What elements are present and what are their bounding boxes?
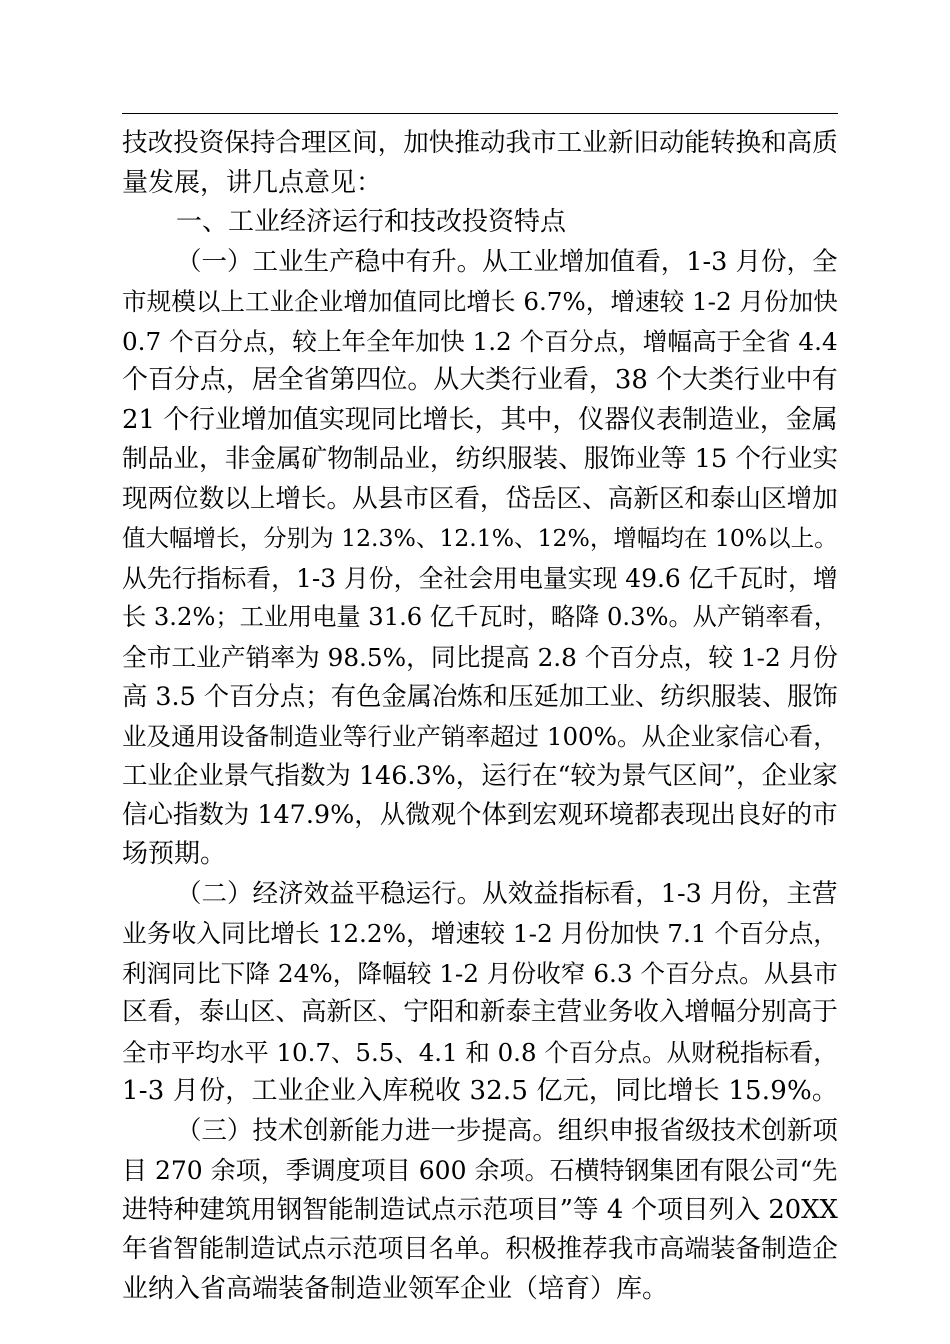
text-line: 进特种建筑用钢智能制造试点示范项目”等 4 个项目列入 20XX <box>122 1194 838 1225</box>
text-line: 业及通用设备制造业等行业产销率超过 100%。从企业家信心看， <box>122 721 838 751</box>
text-line: 量发展，讲几点意见： <box>122 167 383 198</box>
document-body <box>122 124 838 1309</box>
text-line: 技改投资保持合理区间，加快推动我市工业新旧动能转换和高质 <box>122 128 838 158</box>
text-line: 工业企业景气指数为 146.3%，运行在“较为景气区间”，企业家 <box>122 760 838 790</box>
text-line: 现两位数以上增长。从县市区看，岱岳区、高新区和泰山区增加 <box>122 483 838 514</box>
text-line: 21 个行业增加值实现同比增长，其中，仪器仪表制造业，金属 <box>122 404 838 435</box>
text-line: 信心指数为 147.9%，从微观个体到宏观环境都表现出良好的市 <box>122 799 838 830</box>
text-line: 年省智能制造试点示范项目名单。积极推荐我市高端装备制造企 <box>122 1234 838 1264</box>
text-line: 场预期。 <box>122 839 227 869</box>
text-line: 全市平均水平 10.7、5.5、4.1 和 0.8 个百分点。从财税指标看， <box>122 1037 838 1067</box>
text-line: 目 270 余项，季调度项目 600 余项。石横特钢集团有限公司“先 <box>122 1156 838 1185</box>
header-rule <box>122 113 838 114</box>
text-line: 从先行指标看，1-3 月份，全社会用电量实现 49.6 亿千瓦时，增 <box>122 563 838 593</box>
text-line: （一）工业生产稳中有升。从工业增加值看，1-3 月份，全 <box>176 246 838 277</box>
text-line: 市规模以上工业企业增加值同比增长 6.7%，增速较 1-2 月份加快 <box>122 287 838 316</box>
text-line: 业纳入省高端装备制造业领军企业（培育）库。 <box>122 1273 669 1304</box>
text-line: 一、工业经济运行和技改投资特点 <box>176 207 567 237</box>
text-line: 业务收入同比增长 12.2%，增速较 1-2 月份加快 7.1 个百分点， <box>122 919 839 948</box>
text-line: 全市工业产销率为 98.5%，同比提高 2.8 个百分点，较 1-2 月份 <box>122 642 839 672</box>
text-line: 0.7 个百分点，较上年全年加快 1.2 个百分点，增幅高于全省 4.4 <box>122 326 838 356</box>
text-line: 值大幅增长，分别为 12.3%、12.1%、12%，增幅均在 10%以上。 <box>122 524 838 552</box>
text-line: 长 3.2%；工业用电量 31.6 亿千瓦时，略降 0.3%。从产销率看， <box>122 603 838 631</box>
text-line: 1-3 月份，工业企业入库税收 32.5 亿元，同比增长 15.9%。 <box>122 1076 839 1106</box>
text-line: 个百分点，居全省第四位。从大类行业看，38 个大类行业中有 <box>122 365 838 395</box>
text-line: 利润同比下降 24%，降幅较 1-2 月份收窄 6.3 个百分点。从县市 <box>122 958 838 988</box>
text-line: 制品业，非金属矿物制品业，纺织服装、服饰业等 15 个行业实 <box>122 444 839 474</box>
text-line: （二）经济效益平稳运行。从效益指标看，1-3 月份，主营 <box>176 878 838 909</box>
text-line: 区看，泰山区、高新区、宁阳和新泰主营业务收入增幅分别高于 <box>122 997 838 1027</box>
text-line: （三）技术创新能力进一步提高。组织申报省级技术创新项 <box>176 1115 838 1146</box>
text-line: 高 3.5 个百分点；有色金属冶炼和压延加工业、纺织服装、服饰 <box>122 681 838 711</box>
